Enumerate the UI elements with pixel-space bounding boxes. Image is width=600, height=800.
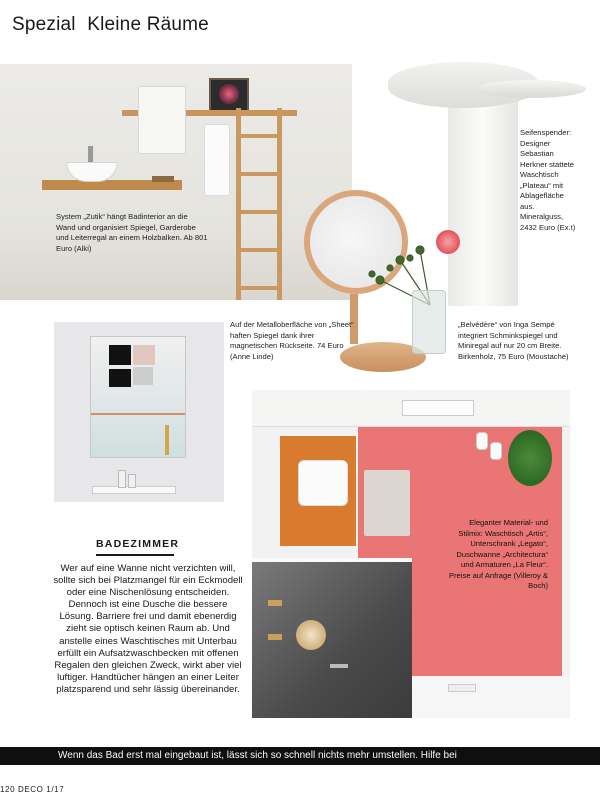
brass-fitting (268, 634, 282, 640)
bottle (118, 470, 126, 488)
framed-picture (209, 78, 249, 112)
bottle (128, 474, 136, 488)
wall-mirror (138, 86, 186, 154)
photo-bathroom-plan (252, 390, 570, 718)
shower-head (296, 620, 326, 650)
page-folio: 120 DECO 1/17 (0, 785, 65, 794)
heading-rule (96, 554, 174, 556)
glass-vase (412, 290, 446, 354)
caption-belvedere: „Belvédère“ von Inga Sempé integriert Schminkspiegel und Miniregal auf nur 20 cm Breite. Birkenholz, 75 Euro (Moustache) (458, 320, 569, 361)
window (402, 400, 474, 416)
shower-drain (330, 664, 348, 668)
washstand-pedestal (448, 92, 518, 306)
toilet-roll (476, 432, 488, 450)
hanging-towel (204, 124, 230, 196)
shower-tray (252, 562, 412, 718)
bath-mat (364, 470, 410, 536)
photo-sheet-mirror (54, 322, 224, 502)
ladder-shelf (236, 108, 282, 300)
section-body: Wer auf eine Wanne nicht verzichten will, sollte sich bei Platzmangel für ein Eckmodell oder eine Nischenlösung entscheiden. Dennoch ist eine Dusche die bessere Lösung. Barriere frei und damit ebenerdig zieht sie optisch keinen Raum ab. Und anstelle eines Waschtisches mit Unterbau erfüllt ein Aufsatzwaschbecken mit offenen Regalen den gleichen Zweck, wirkt aber viel luftiger. Handtücher hängen an einer Leiter platzsparend und sehr lässig übereinander. (53, 563, 243, 695)
metal-panel (90, 336, 186, 458)
photo-zutik-system (0, 64, 352, 300)
toilet-roll (490, 442, 502, 460)
brass-fitting (268, 600, 282, 606)
soap-tray (152, 176, 174, 182)
section-label: Spezial (12, 14, 76, 35)
caption-plateau: Seifenspender: Designer Sebastian Herkner stattete Waschtisch „Plateau“ mit Ablagefläche aus. Mineralguss, 2432 Euro (Ex.t) (520, 128, 576, 232)
caption-zutik: System „Zutik“ hängt Badinterior an die Wand und organisiert Spiegel, Garderobe und Leiterregal an einem Holzbalken. Ab 801 Euro (Alki) (56, 212, 208, 253)
white-floor (412, 676, 570, 718)
section-heading: BADEZIMMER (96, 538, 180, 550)
caption-sheet: Auf der Metalloberfläche von „Sheet“ haften Spiegel dank ihrer magnetischen Rückseite. 74 Euro (Anne Linde) (230, 320, 354, 361)
washbasin (66, 162, 118, 182)
washbasin-artis (298, 460, 348, 506)
caption-villeroy: Eleganter Material- und Stilmix: Waschtisch „Artis“, Unterschrank „Legato“, Duschwanne „Architectura“ und Armaturen „La Fleur“. Preise auf Anfrage (Villeroy & Boch) (448, 518, 548, 590)
footer-tip: Wenn das Bad erst mal eingebaut ist, lässt sich so schnell nichts mehr umstellen. Hilfe bei (58, 750, 457, 761)
potted-plant (508, 430, 552, 486)
floor-tag (448, 684, 476, 692)
page-header (12, 14, 215, 36)
page-title: Kleine Räume (87, 14, 209, 35)
pink-flower (436, 230, 460, 254)
basin-tray (476, 80, 586, 98)
